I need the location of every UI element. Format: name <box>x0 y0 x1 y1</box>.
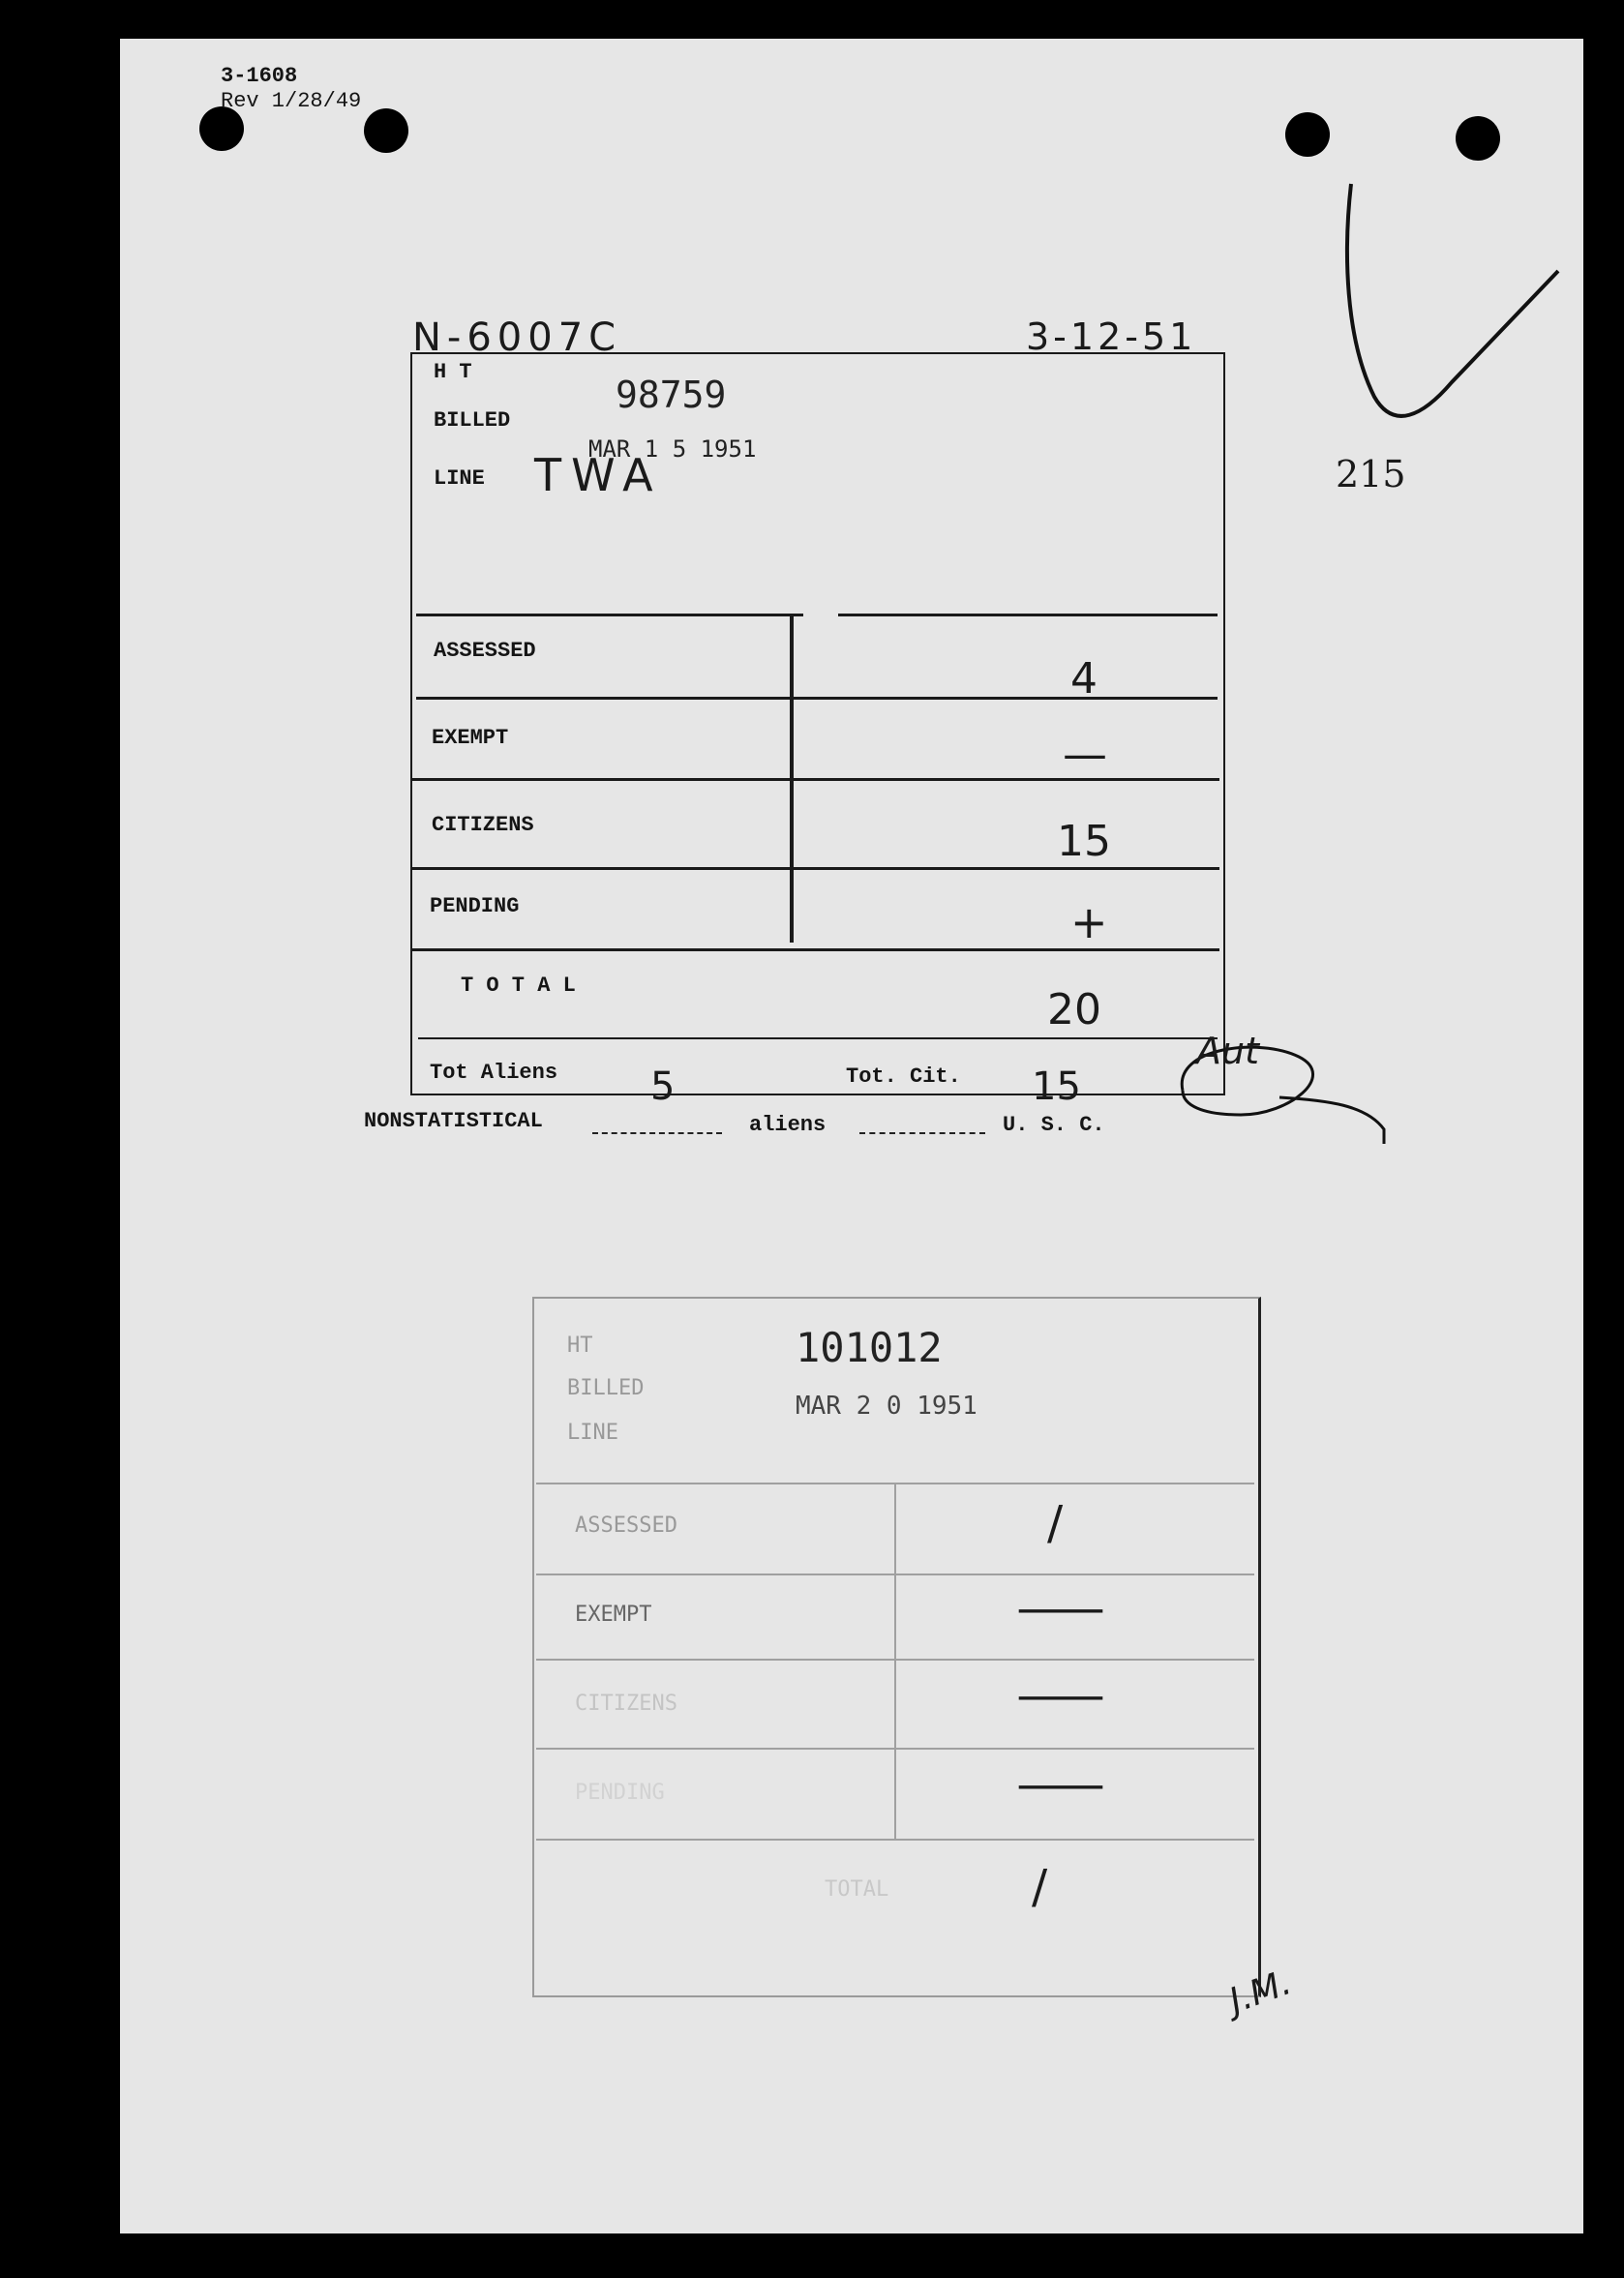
card1-rule-3 <box>412 867 1219 870</box>
card1-line-value: TWA <box>534 449 663 501</box>
card2-row-value: — <box>1014 1757 1107 1812</box>
document-page <box>120 39 1583 2233</box>
card1-row-value: — <box>1063 728 1107 780</box>
card1-line-label: LINE <box>434 466 485 491</box>
card1-tot-aliens-value: 5 <box>650 1064 676 1109</box>
margin-number: 215 <box>1336 453 1406 495</box>
approval-circle-icon <box>1134 1008 1425 1173</box>
nonstat-usc-label: U. S. C. <box>1003 1113 1105 1137</box>
card2-line-label: LINE <box>567 1421 618 1445</box>
card2-row-value: — <box>1014 1668 1107 1723</box>
card1-row-label: PENDING <box>430 894 520 918</box>
card1-row-value: + <box>1070 896 1108 948</box>
form-revision: Rev 1/28/49 <box>221 89 362 113</box>
card2-row-value: — <box>1014 1581 1107 1635</box>
card1-row-label: CITIZENS <box>432 813 534 837</box>
nonstat-aliens-label: aliens <box>749 1113 827 1137</box>
card2-vertical-divider <box>894 1483 896 1839</box>
card1-ht-label: H T <box>434 360 472 384</box>
nonstat-usc-blank <box>859 1132 985 1134</box>
card1-total-value: 20 <box>1047 985 1101 1034</box>
punch-hole-right-2 <box>1456 116 1500 161</box>
card1-rule-top <box>416 614 803 616</box>
nonstat-label: NONSTATISTICAL <box>364 1109 543 1133</box>
card1-tot-cit-label: Tot. Cit. <box>846 1064 961 1089</box>
card-1 <box>410 352 1225 1109</box>
header-date: 3-12-51 <box>1026 315 1197 358</box>
card2-billed-label: BILLED <box>567 1376 645 1400</box>
card2-billed-stamp: MAR 2 0 1951 <box>796 1392 977 1421</box>
card2-rule-5 <box>536 1839 1254 1841</box>
card1-billed-label: BILLED <box>434 408 511 433</box>
card1-initials: Aut <box>1196 1030 1259 1072</box>
punch-hole-right-1 <box>1285 112 1330 157</box>
card2-total-value: / <box>1032 1860 1048 1914</box>
card2-initials: J.M. <box>1223 1963 1297 2022</box>
form-number: 3-1608 <box>221 64 298 88</box>
card2-ht-number: 101012 <box>796 1324 943 1371</box>
card1-ht-number: 98759 <box>616 374 727 416</box>
card1-billed-stamp: MAR 1 5 1951 <box>588 435 757 463</box>
card2-total-label: TOTAL <box>825 1877 889 1902</box>
card2-row-label: EXEMPT <box>575 1603 652 1627</box>
punch-hole-left-2 <box>364 108 408 153</box>
card1-tot-cit-value: 15 <box>1032 1064 1081 1109</box>
card1-vertical-divider <box>790 614 794 943</box>
check-mark-icon <box>1336 174 1568 465</box>
card1-rule-5 <box>418 1037 1218 1039</box>
card1-rule-top-right <box>838 614 1218 616</box>
manifest-number: N-6007C <box>412 315 622 360</box>
card1-tot-aliens-label: Tot Aliens <box>430 1061 558 1085</box>
card1-total-label: T O T A L <box>461 974 576 998</box>
nonstat-aliens-blank <box>592 1132 722 1134</box>
card1-row-label: EXEMPT <box>432 726 509 750</box>
card2-row-label: ASSESSED <box>575 1514 677 1538</box>
card2-row-label: CITIZENS <box>575 1692 677 1716</box>
card1-row-value: 4 <box>1070 654 1098 704</box>
card2-row-value: / <box>1047 1496 1064 1550</box>
card2-ht-label: HT <box>567 1334 593 1358</box>
card2-row-label: PENDING <box>575 1781 665 1805</box>
card1-rule-4 <box>412 948 1219 951</box>
card-2 <box>532 1297 1261 1997</box>
card1-row-label: ASSESSED <box>434 639 536 663</box>
card1-row-value: 15 <box>1057 817 1111 866</box>
